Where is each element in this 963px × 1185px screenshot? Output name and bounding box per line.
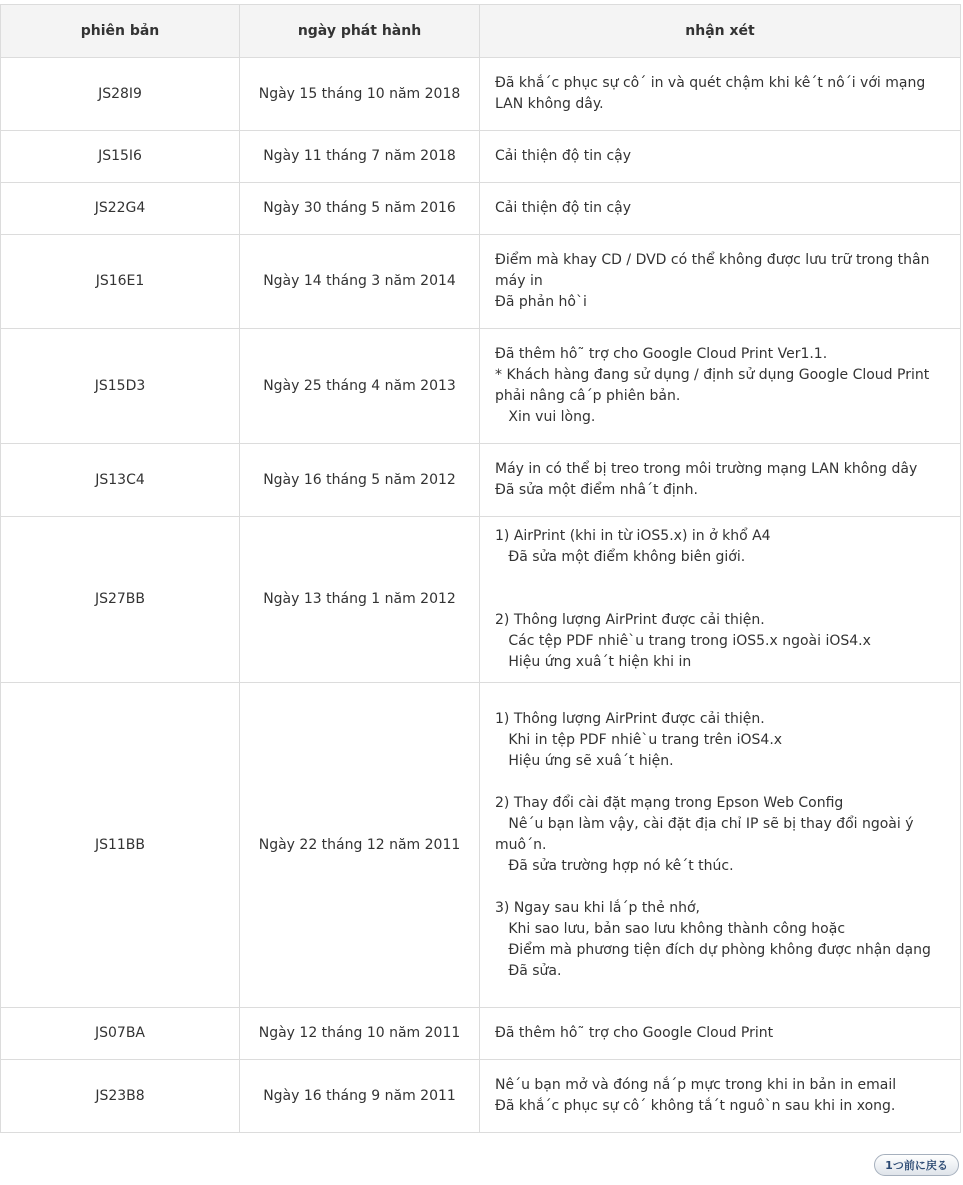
date-cell: Ngày 16 tháng 5 năm 2012 — [240, 444, 480, 517]
table-row — [1, 235, 961, 329]
date-cell: Ngày 11 tháng 7 năm 2018 — [240, 131, 480, 183]
version-cell: JS23B8 — [1, 1060, 240, 1133]
date-cell: Ngày 30 tháng 5 năm 2016 — [240, 183, 480, 235]
table-row — [1, 1008, 961, 1060]
version-cell: JS27BB — [1, 517, 240, 683]
version-cell: JS07BA — [1, 1008, 240, 1060]
date-cell: Ngày 22 tháng 12 năm 2011 — [240, 683, 480, 1008]
back-button[interactable] — [874, 1154, 959, 1176]
version-cell: JS28I9 — [1, 58, 240, 131]
table-row — [1, 183, 961, 235]
note-cell: Cải thiện độ tin cậy — [480, 131, 961, 183]
header-notes: nhận xét — [480, 5, 961, 58]
table-row — [1, 131, 961, 183]
note-cell: 1) AirPrint (khi in từ iOS5.x) in ở khổ A4 Đã sửa một điểm không biên giới. 2) Thông lượng AirPrint được cải thiện. Các tệp PDF nhiê`u trang trong iOS5.x ngoài iOS4.x Hiệu ứng xuâ´t hiện khi in — [480, 517, 961, 683]
header-release-date: ngày phát hành — [240, 5, 480, 58]
version-cell: JS22G4 — [1, 183, 240, 235]
table-row — [1, 444, 961, 517]
table-row — [1, 517, 961, 683]
date-cell: Ngày 15 tháng 10 năm 2018 — [240, 58, 480, 131]
table-row — [1, 58, 961, 131]
firmware-history-table — [0, 4, 961, 1133]
note-cell: Đã khắ´c phục sự cô´ in và quét chậm khi kê´t nô´i với mạng LAN không dây. — [480, 58, 961, 131]
version-cell: JS11BB — [1, 683, 240, 1008]
date-cell: Ngày 16 tháng 9 năm 2011 — [240, 1060, 480, 1133]
version-cell: JS16E1 — [1, 235, 240, 329]
version-cell: JS15D3 — [1, 329, 240, 444]
header-version: phiên bản — [1, 5, 240, 58]
table-row — [1, 1060, 961, 1133]
table-row — [1, 329, 961, 444]
date-cell: Ngày 13 tháng 1 năm 2012 — [240, 517, 480, 683]
note-cell: Máy in có thể bị treo trong môi trường mạng LAN không dây Đã sửa một điểm nhâ´t định. — [480, 444, 961, 517]
date-cell: Ngày 12 tháng 10 năm 2011 — [240, 1008, 480, 1060]
date-cell: Ngày 14 tháng 3 năm 2014 — [240, 235, 480, 329]
back-button-label: 1つ前に戻る — [885, 1159, 948, 1172]
table-header-row — [1, 5, 961, 58]
note-cell: Đã thêm hô˜ trợ cho Google Cloud Print Ver1.1. * Khách hàng đang sử dụng / định sử dụng Google Cloud Print phải nâng câ´p phiên bản. Xin vui lòng. — [480, 329, 961, 444]
note-cell: Đã thêm hô˜ trợ cho Google Cloud Print — [480, 1008, 961, 1060]
table-row — [1, 683, 961, 1008]
note-cell: Cải thiện độ tin cậy — [480, 183, 961, 235]
note-cell: 1) Thông lượng AirPrint được cải thiện. Khi in tệp PDF nhiê`u trang trên iOS4.x Hiệu ứng sẽ xuâ´t hiện. 2) Thay đổi cài đặt mạng trong Epson Web Config Nê´u bạn làm vậy, cài đặt địa chỉ IP sẽ bị thay đổi ngoài ý muô´n. Đã sửa trường hợp nó kê´t thúc. 3) Ngay sau khi lắ´p thẻ nhớ, Khi sao lưu, bản sao lưu không thành công hoặc Điểm mà phương tiện đích dự phòng không được nhận dạng Đã sửa. — [480, 683, 961, 1008]
version-cell: JS13C4 — [1, 444, 240, 517]
note-cell: Điểm mà khay CD / DVD có thể không được lưu trữ trong thân máy in Đã phản hô`i — [480, 235, 961, 329]
date-cell: Ngày 25 tháng 4 năm 2013 — [240, 329, 480, 444]
note-cell: Nê´u bạn mở và đóng nắ´p mực trong khi in bản in email Đã khắ´c phục sự cô´ không tắ´t nguô`n sau khi in xong. — [480, 1060, 961, 1133]
version-cell: JS15I6 — [1, 131, 240, 183]
